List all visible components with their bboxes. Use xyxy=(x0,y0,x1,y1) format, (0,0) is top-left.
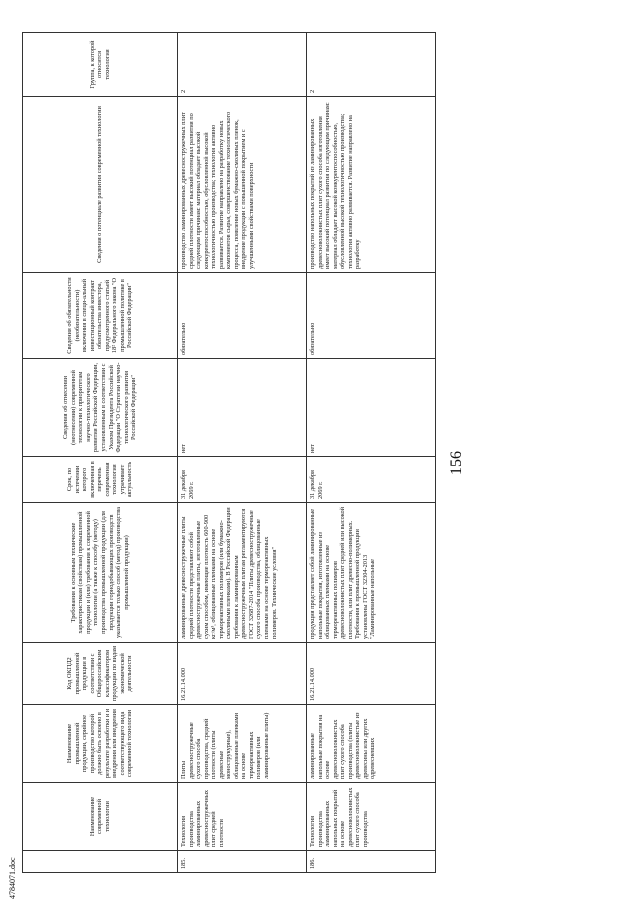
group-cell: 2 xyxy=(307,33,436,97)
header-cell-no xyxy=(23,851,178,873)
header-cell: Наименование промышленной продукции, серийное производство которой должно быть освоено в результате разработки и и внедрения или внедрения соответствующего вида современной технологии xyxy=(23,705,178,783)
header-cell: Сведения о потенциале развития современной технологии xyxy=(23,97,178,273)
priority-cell: нет xyxy=(178,359,307,457)
row-number: 185. xyxy=(178,851,307,873)
product-cell: Плиты древесностружечные сухого способа производства, средней плотности (плиты древесные монострукурные), облицованные пленками на основе термореактивных полимеров (или ламинированные плиты) xyxy=(178,705,307,783)
header-cell: Сведения об отнесении (неотнесении) современной технологии к приоритетам научно-технологического развития Российской Федерации, установленным в соответствии с Указом Президента Российской Федерации "О Стратегии научно-технологического развития Российской Федерации" xyxy=(23,359,178,457)
deadline-cell: 31 декабря 2069 г. xyxy=(178,457,307,503)
technology-table xyxy=(22,32,436,873)
page-number: 156 xyxy=(448,451,465,475)
code-cell: 16.21.14.000 xyxy=(178,643,307,705)
technology-cell: Технология производства ламинированных древесностружечных плит средней плотности xyxy=(178,783,307,851)
mandatory-cell: обязательно xyxy=(178,273,307,359)
row-number: 186. xyxy=(307,851,436,873)
header-cell: Группа, к которой относится технология xyxy=(23,33,178,97)
header-cell: Срок, по истечении которого включенная в перечень современная технология утрачивает актуальность xyxy=(23,457,178,503)
product-cell: ламинированные напольные покрытия на основе древесноволокнистых плит сухого способа производства (плиты древесноволокнистые из древесины или других одревесневших xyxy=(307,705,436,783)
header-cell: Наименование современной технологии xyxy=(23,783,178,851)
mandatory-cell: обязательно xyxy=(307,273,436,359)
header-cell: Сведения об обязательности (необязательности) включения в специ-альный инвестиционный контракт обязательства инвестора, предусмотренного статьей 18² Федерального закона "О промышленной политике в Российской Федерации" xyxy=(23,273,178,359)
requirements-cell: ламинированные древесностружечные плиты средней плотности представляют собой древесностружечные плиты, изготовленные сухим способом, имеющие плотность 600-900 кг/м³, облицованные пленками на основе термореактивных полимеров (или бумажно-смоляными пленками). В Российской Федерации требования к ламинированным древесностружечным плитам регламентируются ГОСТ 32687-2014 "Плиты древесностружечные сухого способа производства, облицованные пленками на основе термореактивных полимеров. Технические условия" xyxy=(178,503,307,643)
table-row xyxy=(307,33,436,873)
header-row xyxy=(23,33,178,873)
footer-code: 4784071.doc xyxy=(8,857,17,899)
priority-cell: нет xyxy=(307,359,436,457)
technology-cell: Технология производства ламинированных напольных покрытий на основе древесноволокнистых плит сухого способа производства xyxy=(307,783,436,851)
table-row xyxy=(178,33,307,873)
potential-cell: производство напольных покрытий из ламинированных древесноволокнистых плит сухого способа изготовления имеет высокий потенциал развития по следующим причинам: материал обладает высокой конкурентоспособностью, обусловленной высокой технологичностью производства; технология активно развивается. Развитие направлено на разработку xyxy=(307,97,436,273)
header-cell: Код ОКПД2 промышленной продукции в соответствии с Общероссийским классификатором продукции по видам экономической деятельности xyxy=(23,643,178,705)
requirements-cell: продукция представляет собой ламинированные напольные покрытия, изготовленные из облицованных пленками на основе термореактивных полимеров древесноволокнистых плит средней или высокой плотности, или плит древесно-полимерных. Требования к промышленной продукции установлены ГОСТ 32304-2013 "Ламинированные напольные xyxy=(307,503,436,643)
header-cell: Требования к основным технические характеристикам (свойствам) промышленной продукции и (или) требования к современной технологии (а также к способу (методу) производства промышленной продукции (для продукции горнодобывающих производств указывается только способ (метод) производства промышленной продукции) xyxy=(23,503,178,643)
potential-cell: производство ламинированных древесностружечных плит средней плотности имеет высокий потенциал развития по следующим причинам: материал обладает высокой конкурентоспособностью, обусловленной высокой технологичностью производства; технология активно развивается. Развитие направлено на разработку новых компонентов сырья, совершенствование технологического процесса, появление новых бумажно-смоляных пленок, внедрение продукции с повышенной покрытием и с улучшенными свойствами поверхности xyxy=(178,97,307,273)
code-cell: 16.21.14.000 xyxy=(307,643,436,705)
group-cell: 2 xyxy=(178,33,307,97)
deadline-cell: 31 декабря 2069 г. xyxy=(307,457,436,503)
